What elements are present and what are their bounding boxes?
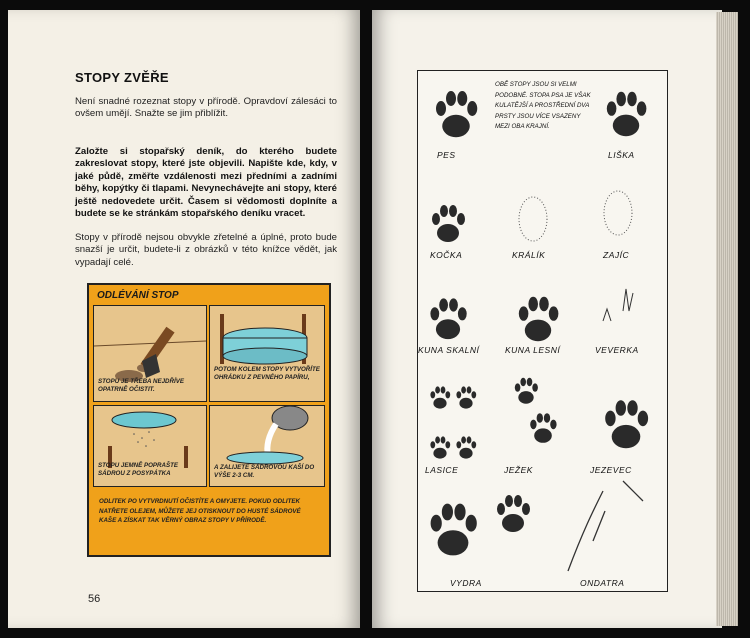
label-kocka: KOČKA xyxy=(430,250,463,260)
paper-ring-illustration xyxy=(210,306,324,401)
caption-3: STOPU JEMNĚ POPRAŠTE SÁDROU Z POSYPÁTKA xyxy=(98,462,178,477)
dog-fox-note: OBĚ STOPY JSOU SI VELMI PODOBNÉ. STOPA PSA JE VŠAK KULATĚJŠÍ A PROSTŘEDNÍ DVA PRSTY JSOU VÍCE VSAZENY MEZI OBA KRAJNÍ. xyxy=(495,81,591,130)
caption-5: ODLITEK PO VYTVRDNUTÍ OČISTÍTE A OMYJETE. POKUD ODLITEK NATŘETE OLEJEM, MŮŽETE JEJ OTISKNOUT DO HUSTÉ SÁDROVÉ KAŠE A ZÍSKAT TAK VĚRNÝ OBRAZ STOPY V PŘÍRODĚ. xyxy=(99,498,301,524)
comic-panel-4 xyxy=(209,405,325,487)
label-veverka: VEVERKA xyxy=(595,345,639,355)
label-kralik: KRÁLÍK xyxy=(512,250,546,260)
casting-comic xyxy=(87,283,331,557)
page-edge xyxy=(716,12,738,626)
page-number: 56 xyxy=(88,593,101,605)
intro-paragraph: Není snadné rozeznat stopy v přírodě. Opravdoví zálesáci to ovšem umějí. Snažte se jim přiblížit. xyxy=(75,96,337,120)
caption-4: A ZALIJETE SÁDROVOU KAŠÍ DO VÝŠE 2-3 CM. xyxy=(214,464,315,479)
tracks-paragraph: Stopy v přírodě nejsou obvykle zřetelné a úplné, proto bude snazší je určit, budete-li z obrázků v této knížce vědět, jak vypadají celé. xyxy=(75,232,337,268)
diary-paragraph: Založte si stopařský deník, do kterého budete zakreslovat stopy, které jste objevili. Napište kde, kdy, v jaké půdě, změřte vzdálenosti mezi předními a zadními běhy, kopýtky či tlapami. Nevynechávejte ani stopy, které ještě nedovedete určit. Časem si vědomosti doplníte a budete se ke stránkám stopařského deníku vracet. xyxy=(75,146,337,220)
page-title: STOPY ZVĚŘE xyxy=(75,70,169,85)
caption-2: POTOM KOLEM STOPY VYTVOŘÍTE OHRÁDKU Z PEVNÉHO PAPÍRU, xyxy=(214,366,320,381)
label-jezek: JEŽEK xyxy=(504,465,533,475)
label-jezevec: JEZEVEC xyxy=(590,465,632,475)
comic-panel-3 xyxy=(93,405,207,487)
label-ondatra: ONDATRA xyxy=(580,578,625,588)
label-zajic: ZAJÍC xyxy=(603,250,630,260)
label-pes: PES xyxy=(437,150,456,160)
comic-panel-2 xyxy=(209,305,325,402)
label-kuna-lesni: KUNA LESNÍ xyxy=(505,345,561,355)
label-vydra: VYDRA xyxy=(450,578,482,588)
label-liska: LIŠKA xyxy=(608,150,635,160)
comic-title: ODLÉVÁNÍ STOP xyxy=(97,290,179,301)
label-kuna-skalni: KUNA SKALNÍ xyxy=(418,345,480,355)
comic-panel-1 xyxy=(93,305,207,402)
paw-print-icon xyxy=(418,71,667,591)
tracks-frame xyxy=(417,70,668,592)
caption-1: STOPU JE TŘEBA NEJDŘÍVE OPATRNĚ OČISTIT. xyxy=(98,378,184,393)
label-lasice: LASICE xyxy=(425,465,459,475)
